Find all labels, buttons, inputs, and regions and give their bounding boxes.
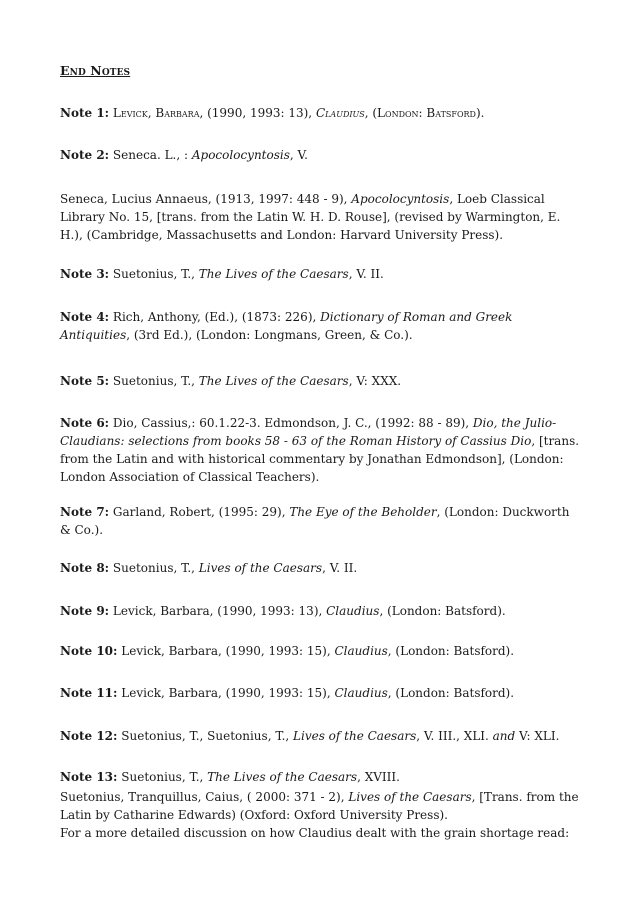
note-text: , Loeb Classical Library No. 15, [trans. from the Latin W. H. D. Rouse], (revised by Warmington, E. H.), (Cambridge, Massachusetts and London: Harvard University Press). (60, 192, 561, 242)
note-7 (60, 503, 580, 539)
note-label: Note 4: (60, 310, 110, 324)
note-text: , V. (289, 148, 308, 162)
note-9 (60, 602, 580, 620)
note-title: The Eye of the Beholder (289, 505, 437, 519)
note-text: , V. II. (348, 267, 384, 281)
end-notes-heading: End Notes (60, 63, 131, 78)
note-title: The Lives of the Caesars (198, 267, 349, 281)
note-title: Dictionary of Roman and Greek Antiquities (60, 310, 513, 342)
note-title: Lives of the Caesars (198, 561, 323, 575)
note-text: V: XLI. (515, 729, 560, 743)
note-title: Claudius (334, 686, 388, 700)
note-5 (60, 372, 580, 390)
note-label: Note 1: (60, 106, 110, 120)
note-title: Lives of the Caesars (348, 790, 472, 804)
note-title: Apocolocyntosis (191, 148, 290, 162)
note-title: The Lives of the Caesars (207, 770, 358, 784)
note-title: Dio, the Julio-Claudians: selections from books 58 - 63 of the Roman History of Cassius Dio (60, 416, 557, 448)
note-4 (60, 308, 580, 344)
note-11 (60, 684, 580, 702)
note-3 (60, 265, 580, 283)
note-text: Levick, Barbara, (1990, 1993: 13), (109, 106, 316, 120)
note-text: Suetonius, T., (109, 267, 199, 281)
note-label: Note 3: (60, 267, 110, 281)
note-text: Suetonius, T., (109, 374, 199, 388)
note-label: Note 8: (60, 561, 110, 575)
note-text: Seneca, Lucius Annaeus, (1913, 1997: 448 - 9), (60, 192, 352, 206)
note-text: Suetonius, T., (117, 770, 208, 784)
note-6 (60, 414, 580, 486)
note-13-citation (60, 788, 580, 824)
note-title: Apocolocyntosis (351, 192, 450, 206)
note-1 (60, 104, 580, 122)
note-text: , (London: Batsford). (379, 604, 506, 618)
note-title: Claudius (334, 644, 388, 658)
note-text: Levick, Barbara, (1990, 1993: 15), (117, 644, 335, 658)
note-label: Note 2: (60, 148, 110, 162)
note-label: Note 7: (60, 505, 110, 519)
note-text: , XVIII. (357, 770, 400, 784)
note-2-citation (60, 190, 580, 244)
note-label: Note 10: (60, 644, 118, 658)
note-text: , (London: Batsford). (387, 686, 515, 700)
note-title: Claudius (315, 106, 365, 120)
note-label: Note 6: (60, 416, 110, 430)
note-label: Note 9: (60, 604, 110, 618)
note-text: , V. II. (322, 561, 358, 575)
note-text: Levick, Barbara, (1990, 1993: 15), (117, 686, 335, 700)
note-2 (60, 146, 580, 164)
note-8 (60, 559, 580, 577)
note-text: , (London: Batsford). (387, 644, 515, 658)
note-text: Levick, Barbara, (1990, 1993: 13), (109, 604, 327, 618)
note-text: , [Trans. from the Latin by Catharine Edwards) (Oxford: Oxford University Press). (60, 790, 579, 822)
note-12 (60, 727, 580, 745)
note-label: Note 5: (60, 374, 110, 388)
note-10 (60, 642, 580, 660)
note-text-italic: and (492, 729, 516, 743)
note-text: For a more detailed discussion on how Claudius dealt with the grain shortage read: (60, 826, 570, 840)
note-title: The Lives of the Caesars (198, 374, 349, 388)
note-text: Rich, Anthony, (Ed.), (1873: 226), (109, 310, 321, 324)
note-13-further-reading (60, 824, 580, 842)
note-text: , V: XXX. (348, 374, 402, 388)
note-text: , [trans. from the Latin and with historical commentary by Jonathan Edmondson], (London: London Association of Classical Teachers). (60, 434, 580, 484)
note-text: Seneca. L., : (109, 148, 192, 162)
note-text: Suetonius, T., Suetonius, T., (117, 729, 294, 743)
note-text: Suetonius, Tranquillus, Caius, ( 2000: 371 - 2), (60, 790, 349, 804)
note-text: , (3rd Ed.), (London: Longmans, Green, & Co.). (126, 328, 413, 342)
note-text: , V. III., XLI. (416, 729, 493, 743)
note-13 (60, 768, 580, 786)
note-text: , (London: Batsford). (364, 106, 485, 120)
note-title: Lives of the Caesars (293, 729, 417, 743)
note-label: Note 12: (60, 729, 118, 743)
note-text: Garland, Robert, (1995: 29), (109, 505, 290, 519)
note-text: , (London: Duckworth & Co.). (60, 505, 570, 537)
note-label: Note 13: (60, 770, 118, 784)
note-text: Dio, Cassius,: 60.1.22-3. Edmondson, J. C., (1992: 88 - 89), (109, 416, 473, 430)
note-text: Suetonius, T., (109, 561, 199, 575)
note-label: Note 11: (60, 686, 118, 700)
note-title: Claudius (326, 604, 380, 618)
